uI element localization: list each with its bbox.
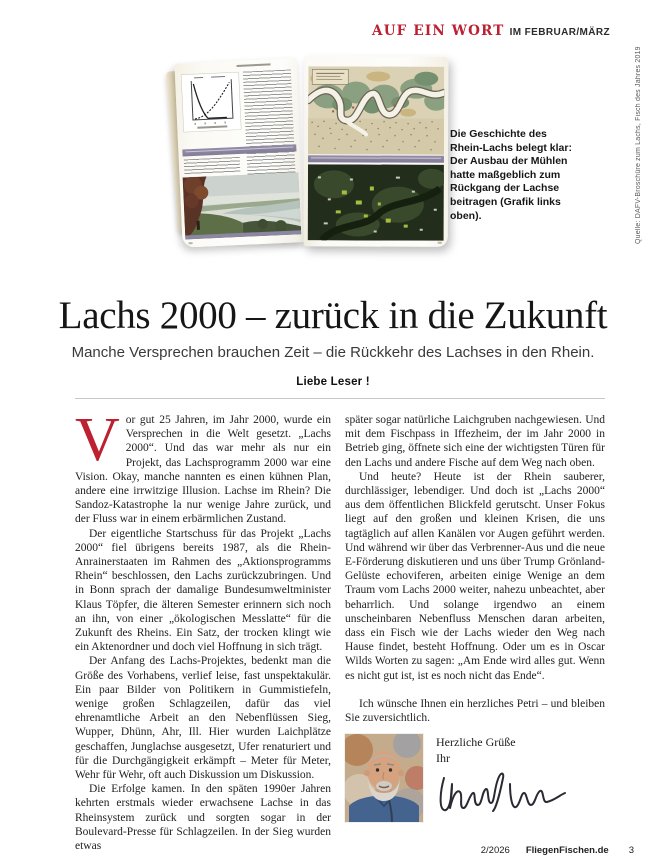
paragraph: Und heute? Heute ist der Rhein sauberer, durchlässiger, lebendiger. Und doch ist „Lachs 2000“ aus dem öffentlichen Blickfeld gerutscht. Unser Fokus liegt auf den großen und kleinen Krisen, die uns tagtäglich auf allen Kanälen vor Augen geführt werden. Und während wir über das Verbrenner-Aus und die neue E-Förderung diskutieren und uns über Trump Grönland-Gelüste echoviferen, arbeiten einige Wenige an dem Traum vom Lachs 2000 weiter, nahezu unbeachtet, aber beharrlich. Und solange irgendwo an einem unscheinbaren Nebenfluss Menschen daran arbeiten, dass ein Fisch wie der Lachs wieder den Weg nach Hause findet, besteht Hoffnung. Oder um es in Oscar Wilds Worten zu sagen: „Am Ende wird alles gut. Wenn es nicht gut ist, ist es noch nicht das Ende“. [345,470,605,682]
page-number: 3 [628,845,634,856]
left-page-number [189,242,193,244]
body-column-left [75,406,331,853]
left-page-heading [237,63,271,67]
paragraph: Ich wünsche Ihnen ein herzliches Petri – und bleiben Sie zuversichtlich. [345,697,605,725]
left-page-text-column [243,69,296,189]
divider-rule [75,398,605,399]
signoff-text [436,734,568,824]
rhine-painting [183,172,302,239]
signoff-ihr: Ihr [436,751,450,766]
photo-credit: Quelle: DAFV-Broschüre zum Lachs, Fisch des Jahres 2019 [635,46,642,244]
signoff-greeting: Herzliche Grüße [436,735,516,750]
paragraph: Der Anfang des Lachs-Projektes, bedenkt man die Größe des Vorhabens, verlief leise, fast unspektakulär. Ein paar Bilder von Politikern in Gummistiefeln, wenige großen Schlagzeilen, dafür das viel ehrenamtliche Arbeit an den Nebenflüssen Sieg, Wupper, Dhünn, Ahr, Ill. Hier wurden Laichplätze geschaffen, Junglachse ausgesetzt, Ufer renaturiert und für die Durchgängigkeit erkämpft – Meter für Meter, Wehr für Wehr, oft auch Diskussion um Diskussion. [75,655,331,782]
body-column-right [345,413,605,824]
drop-cap: V [75,406,120,474]
historic-rhine-map [308,66,444,154]
header-kicker-row [372,22,610,40]
paragraph [75,406,331,527]
brochure-photo [167,49,453,256]
brochure-left-page [174,58,304,247]
salutation: Liebe Leser ! [296,376,370,388]
footer [481,845,634,856]
signoff-block [345,734,605,824]
brochure-right-page [304,56,449,247]
paragraph: Die Erfolge kamen. In den späten 1990er Jahren kehrten erstmals wieder erwachsene Lachse in das Rheinsystem zurück und sorgten sogar in der Boulevard-Presse für Schlagzeilen. In der Sieg wurden etwas [75,783,331,853]
issue-number: 2/2026 [480,845,510,856]
paragraph-text: or gut 25 Jahren, im Jahr 2000, wurde ein Versprechen in die Welt gesetzt. „Lachs 2000“. Und das war mehr als nur ein Projekt, das Lachsprogramm 2000 war eine Vision. Okay, manche nannten es einen kühnen Plan, andere eine irrwitzige Illusion. Lachse im Rhein? Die Sandoz-Katastrophe la nur wenige Jahre zurück, und der Fluss war in einem erbärmlichen Zustand. [75,414,331,526]
satellite-image [308,164,444,240]
paragraph: später sogar natürliche Laichgruben nachgewiesen. Und mit dem Fischpass in Iffezheim, der im Jahr 2000 in Betrieb ging, öffnete sich eine der wichtigsten Türen für den Lachs und andere Fische auf dem Weg nach oben. [345,414,605,469]
right-page-number [438,242,442,244]
map-caption-bar [308,155,444,162]
article-subtitle: Manche Versprechen brauchen Zeit – die Rückkehr des Lachses in den Rhein. [71,344,595,361]
signature-image [436,768,568,820]
photo-caption: Die Geschichte des Rhein-Lachs belegt klar: Der Ausbau der Mühlen hatte maßgeblich zum Rückgang der Lachse beitragen (Grafik links oben). [450,128,572,222]
kicker-title: AUF EIN WORT [372,23,505,39]
salmon-decline-chart [181,72,242,133]
magazine-brand: FliegenFischen.de [525,845,609,856]
paragraph: Der eigentliche Startschuss für das Projekt „Lachs 2000“ fiel übrigens bereits 1987, als die Rhein-Anrainerstaaten im Rahmen des „Aktionsprogramms Rhein“ beschlossen, den Lachs zurückzubringen. Und in Bonn sprach der damalige Bundesumweltminister Klaus Töpfer, die älteren Semester erinnern sich noch an ihn, von einer „ökologischen Messlatte“ für die Zukunft des Rheins. Ein Satz, der trocken klingt wie ein Aktenordner und doch viel Hoffnung in sich trägt. [75,527,331,654]
editor-portrait [345,734,423,822]
kicker-period: IM FEBRUAR/MÄRZ [509,27,610,38]
article-title: Lachs 2000 – zurück in die Zukunft [58,294,608,337]
left-page-small-text [184,157,241,176]
